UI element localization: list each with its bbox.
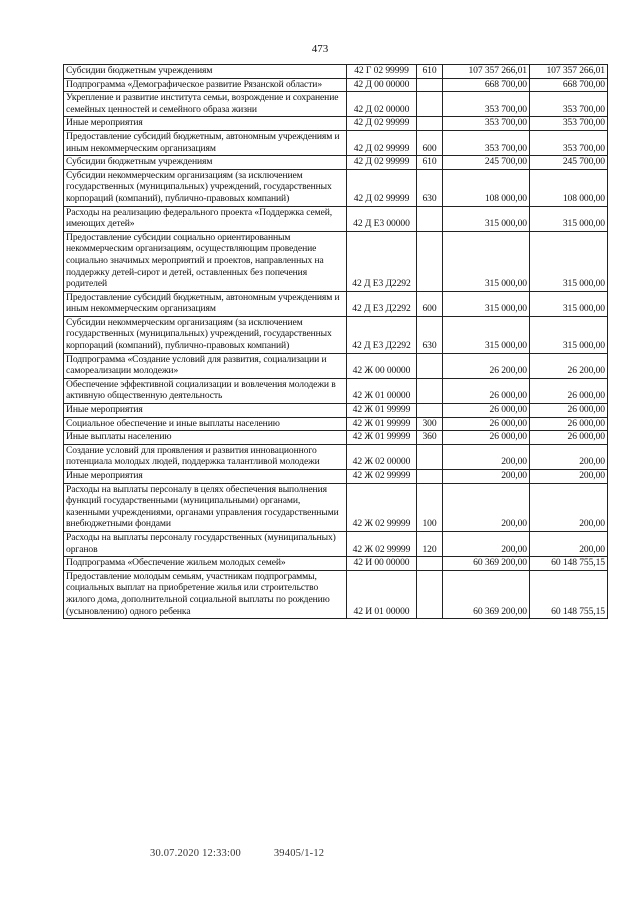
budget-table [63, 64, 608, 619]
row-name-cell: Расходы на выплаты персоналу государственных (муниципальных) органов [64, 531, 347, 556]
row-csr-cell: 42 Д Е3 Д2292 [347, 231, 417, 291]
row-sum-2020-alt-cell: 107 357 266,01 [530, 65, 608, 79]
row-sum-2020-cell: 26 000,00 [443, 417, 530, 431]
table-row [64, 169, 608, 206]
row-vr-cell [417, 557, 443, 571]
row-sum-2020-alt-cell: 200,00 [530, 483, 608, 531]
row-sum-2020-alt-cell: 26 000,00 [530, 378, 608, 403]
row-vr-cell [417, 353, 443, 378]
table-row [64, 470, 608, 484]
row-vr-cell: 610 [417, 65, 443, 79]
row-name-cell: Субсидии некоммерческим организациям (за исключением государственных (муниципальных) учреждений, государственных корпораций (компаний), публично-правовых компаний) [64, 316, 347, 353]
row-name-cell: Иные мероприятия [64, 470, 347, 484]
footer [150, 848, 324, 859]
row-csr-cell: 42 Д Е3 00000 [347, 206, 417, 231]
row-sum-2020-cell: 315 000,00 [443, 206, 530, 231]
row-sum-2020-alt-cell: 60 148 755,15 [530, 557, 608, 571]
row-vr-cell: 610 [417, 156, 443, 170]
row-sum-2020-alt-cell: 315 000,00 [530, 206, 608, 231]
row-csr-cell: 42 Ж 02 99999 [347, 531, 417, 556]
row-sum-2020-cell: 245 700,00 [443, 156, 530, 170]
row-vr-cell [417, 78, 443, 92]
row-sum-2020-cell: 200,00 [443, 483, 530, 531]
row-vr-cell [417, 404, 443, 418]
table-row [64, 206, 608, 231]
row-name-cell: Предоставление субсидий бюджетным, автономным учреждениям и иным некоммерческим организациям [64, 291, 347, 316]
table-row [64, 570, 608, 618]
row-vr-cell [417, 444, 443, 469]
row-csr-cell: 42 Д 02 00000 [347, 92, 417, 117]
table-row [64, 378, 608, 403]
row-vr-cell [417, 378, 443, 403]
row-sum-2020-alt-cell: 353 700,00 [530, 130, 608, 155]
row-sum-2020-cell: 200,00 [443, 444, 530, 469]
table-row [64, 65, 608, 79]
row-vr-cell [417, 470, 443, 484]
row-sum-2020-cell: 60 369 200,00 [443, 570, 530, 618]
row-name-cell: Укрепление и развитие института семьи, возрождение и сохранение семейных ценностей и семейного образа жизни [64, 92, 347, 117]
row-sum-2020-alt-cell: 26 000,00 [530, 431, 608, 445]
row-sum-2020-cell: 200,00 [443, 531, 530, 556]
row-csr-cell: 42 Д 02 99999 [347, 169, 417, 206]
row-sum-2020-cell: 26 200,00 [443, 353, 530, 378]
table-row [64, 156, 608, 170]
table-row [64, 130, 608, 155]
row-name-cell: Подпрограмма «Создание условий для развития, социализации и самореализации молодежи» [64, 353, 347, 378]
table-row [64, 117, 608, 131]
row-name-cell: Обеспечение эффективной социализации и вовлечения молодежи в активную общественную деятельность [64, 378, 347, 403]
row-sum-2020-cell: 353 700,00 [443, 130, 530, 155]
row-csr-cell: 42 Ж 00 00000 [347, 353, 417, 378]
row-name-cell: Расходы на выплаты персоналу в целях обеспечения выполнения функций государственными (муниципальными) органами, казенными учреждениями, органами управления государственными внебюджетными фондами [64, 483, 347, 531]
row-csr-cell: 42 Ж 02 99999 [347, 483, 417, 531]
row-csr-cell: 42 Д Е3 Д2292 [347, 316, 417, 353]
table-row [64, 417, 608, 431]
row-sum-2020-alt-cell: 26 000,00 [530, 404, 608, 418]
row-sum-2020-alt-cell: 245 700,00 [530, 156, 608, 170]
row-csr-cell: 42 Д 02 99999 [347, 156, 417, 170]
row-sum-2020-cell: 315 000,00 [443, 316, 530, 353]
row-vr-cell: 630 [417, 169, 443, 206]
row-sum-2020-alt-cell: 108 000,00 [530, 169, 608, 206]
row-name-cell: Подпрограмма «Демографическое развитие Рязанской области» [64, 78, 347, 92]
row-name-cell: Создание условий для проявления и развития инновационного потенциала молодых людей, поддержка талантливой молодежи [64, 444, 347, 469]
row-name-cell: Иные выплаты населению [64, 431, 347, 445]
row-sum-2020-cell: 200,00 [443, 470, 530, 484]
row-sum-2020-cell: 315 000,00 [443, 291, 530, 316]
row-name-cell: Предоставление субсидии социально ориентированным некоммерческим организациям, осуществляющим проведение социально значимых мероприятий и проектов, направленных на поддержку детей-сирот и детей, оставленных без попечения родителей [64, 231, 347, 291]
row-vr-cell: 300 [417, 417, 443, 431]
row-sum-2020-alt-cell: 315 000,00 [530, 316, 608, 353]
row-vr-cell: 600 [417, 291, 443, 316]
table-row [64, 431, 608, 445]
row-name-cell: Субсидии некоммерческим организациям (за исключением государственных (муниципальных) учреждений, государственных корпораций (компаний), публично-правовых компаний) [64, 169, 347, 206]
table-row [64, 531, 608, 556]
row-name-cell: Подпрограмма «Обеспечение жильем молодых семей» [64, 557, 347, 571]
row-csr-cell: 42 Ж 01 99999 [347, 431, 417, 445]
row-csr-cell: 42 Ж 02 00000 [347, 444, 417, 469]
row-csr-cell: 42 Г 02 99999 [347, 65, 417, 79]
row-sum-2020-cell: 26 000,00 [443, 431, 530, 445]
page-number: 473 [311, 43, 329, 55]
row-csr-cell: 42 Д 02 99999 [347, 130, 417, 155]
row-csr-cell: 42 Ж 01 99999 [347, 404, 417, 418]
row-vr-cell: 120 [417, 531, 443, 556]
row-vr-cell: 630 [417, 316, 443, 353]
row-name-cell: Расходы на реализацию федерального проекта «Поддержка семей, имеющих детей» [64, 206, 347, 231]
row-sum-2020-alt-cell: 668 700,00 [530, 78, 608, 92]
row-sum-2020-alt-cell: 315 000,00 [530, 291, 608, 316]
row-sum-2020-alt-cell: 26 200,00 [530, 353, 608, 378]
row-name-cell: Предоставление субсидий бюджетным, автономным учреждениям и иным некоммерческим организациям [64, 130, 347, 155]
row-name-cell: Субсидии бюджетным учреждениям [64, 156, 347, 170]
row-csr-cell: 42 Д 02 99999 [347, 117, 417, 131]
row-sum-2020-alt-cell: 200,00 [530, 531, 608, 556]
table-row [64, 231, 608, 291]
table-row [64, 78, 608, 92]
row-csr-cell: 42 И 00 00000 [347, 557, 417, 571]
row-csr-cell: 42 И 01 00000 [347, 570, 417, 618]
row-vr-cell: 360 [417, 431, 443, 445]
row-vr-cell [417, 570, 443, 618]
row-vr-cell [417, 92, 443, 117]
row-vr-cell [417, 206, 443, 231]
row-sum-2020-cell: 26 000,00 [443, 404, 530, 418]
row-vr-cell: 100 [417, 483, 443, 531]
row-sum-2020-cell: 108 000,00 [443, 169, 530, 206]
row-sum-2020-alt-cell: 353 700,00 [530, 92, 608, 117]
row-sum-2020-cell: 353 700,00 [443, 117, 530, 131]
row-name-cell: Субсидии бюджетным учреждениям [64, 65, 347, 79]
table-row [64, 316, 608, 353]
row-name-cell: Предоставление молодым семьям, участникам подпрограммы, социальных выплат на приобретение жилья или строительство жилого дома, дополнительной социальной выплаты по рождению (усыновлению) одного ребенка [64, 570, 347, 618]
table-row [64, 353, 608, 378]
table-row [64, 291, 608, 316]
footer-timestamp: 30.07.2020 12:33:00 [150, 848, 242, 859]
row-sum-2020-cell: 353 700,00 [443, 92, 530, 117]
row-sum-2020-alt-cell: 200,00 [530, 470, 608, 484]
row-sum-2020-cell: 315 000,00 [443, 231, 530, 291]
table-row [64, 92, 608, 117]
footer-doc-code: 39405/1-12 [273, 848, 325, 859]
row-sum-2020-alt-cell: 315 000,00 [530, 231, 608, 291]
row-sum-2020-alt-cell: 200,00 [530, 444, 608, 469]
row-vr-cell [417, 117, 443, 131]
row-csr-cell: 42 Ж 02 99999 [347, 470, 417, 484]
row-name-cell: Иные мероприятия [64, 117, 347, 131]
budget-table-body [64, 65, 608, 619]
row-name-cell: Иные мероприятия [64, 404, 347, 418]
row-csr-cell: 42 Ж 01 99999 [347, 417, 417, 431]
table-row [64, 404, 608, 418]
row-vr-cell: 600 [417, 130, 443, 155]
table-row [64, 444, 608, 469]
table-row [64, 557, 608, 571]
row-csr-cell: 42 Ж 01 00000 [347, 378, 417, 403]
row-sum-2020-cell: 107 357 266,01 [443, 65, 530, 79]
row-csr-cell: 42 Д Е3 Д2292 [347, 291, 417, 316]
row-sum-2020-alt-cell: 353 700,00 [530, 117, 608, 131]
table-row [64, 483, 608, 531]
row-sum-2020-alt-cell: 26 000,00 [530, 417, 608, 431]
row-sum-2020-cell: 26 000,00 [443, 378, 530, 403]
row-csr-cell: 42 Д 00 00000 [347, 78, 417, 92]
row-name-cell: Социальное обеспечение и иные выплаты населению [64, 417, 347, 431]
row-sum-2020-cell: 668 700,00 [443, 78, 530, 92]
row-vr-cell [417, 231, 443, 291]
row-sum-2020-cell: 60 369 200,00 [443, 557, 530, 571]
row-sum-2020-alt-cell: 60 148 755,15 [530, 570, 608, 618]
